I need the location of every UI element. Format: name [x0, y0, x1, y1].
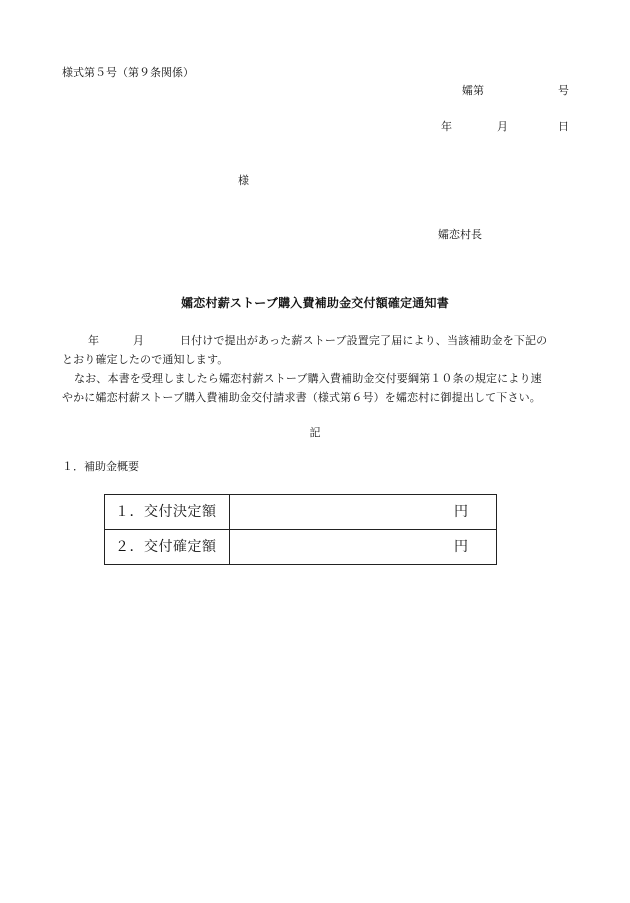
date-year-label: 年 [441, 120, 452, 133]
document-title: 孀恋村薪ストーブ購入費補助金交付額確定通知書 [181, 296, 449, 310]
paragraph2-line1: なお、本書を受理しましたら孀恋村薪ストーブ購入費補助金交付要綱第１０条の規定により速 [74, 372, 542, 385]
subsidy-summary-table [104, 494, 497, 565]
table-row [105, 530, 497, 565]
document-number-prefix: 孀第 [462, 84, 484, 97]
table-row [105, 495, 497, 530]
confirmed-amount-label: ２．交付確定額 [105, 530, 230, 565]
date-month-label: 月 [497, 120, 508, 133]
decided-amount-label: １．交付決定額 [105, 495, 230, 530]
section-heading: １．補助金概要 [62, 460, 139, 473]
paragraph1-line1: 日付けで提出があった薪ストーブ設置完了届により、当該補助金を下記の [180, 334, 548, 347]
paragraph1-month-label: 月 [133, 334, 145, 347]
ki-marker: 記 [309, 426, 321, 439]
recipient-honorific: 様 [238, 174, 249, 187]
document-number-suffix: 号 [558, 84, 569, 97]
decided-amount-value: 円 [230, 495, 497, 530]
paragraph1-line2: とおり確定したので通知します。 [62, 353, 229, 366]
issuer-name: 孀恋村長 [438, 228, 482, 241]
confirmed-amount-value: 円 [230, 530, 497, 565]
paragraph1-year-label: 年 [88, 334, 100, 347]
date-day-label: 日 [558, 120, 569, 133]
paragraph2-line2: やかに孀恋村薪ストーブ購入費補助金交付請求書（様式第６号）を孀恋村に御提出して下さい。 [62, 391, 541, 404]
form-number: 様式第５号（第９条関係） [62, 66, 194, 79]
